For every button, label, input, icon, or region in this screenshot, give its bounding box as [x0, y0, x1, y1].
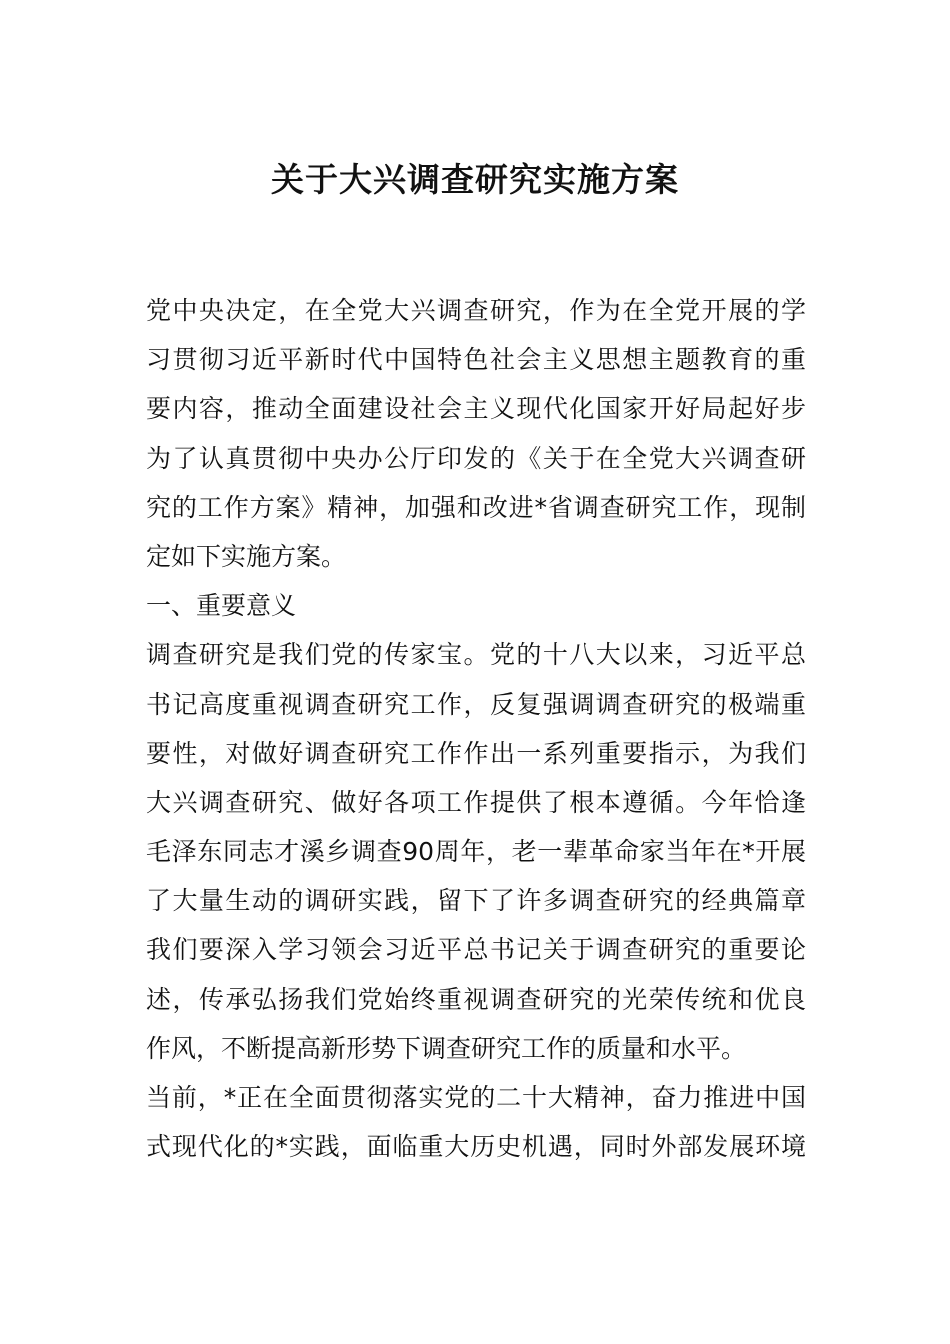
- body-line: 了大量生动的调研实践，留下了许多调查研究的经典篇章: [146, 886, 806, 916]
- body-line: 习贯彻习近平新时代中国特色社会主义思想主题教育的重: [146, 345, 806, 375]
- document-title: 关于大兴调查研究实施方案: [271, 160, 679, 199]
- body-line: 大兴调查研究、做好各项工作提供了根本遵循。今年恰逢: [146, 787, 806, 817]
- body-line: 调查研究是我们党的传家宝。党的十八大以来，习近平总: [146, 640, 806, 670]
- body-line: 党中央决定，在全党大兴调查研究，作为在全党开展的学: [146, 296, 806, 325]
- body-line: 为了认真贯彻中央办公厅印发的《关于在全党大兴调查研: [146, 443, 806, 473]
- body-line: 毛泽东同志才溪乡调查90周年，老一辈革命家当年在*开展: [146, 837, 806, 867]
- body-line: 要性，对做好调查研究工作作出一系列重要指示，为我们: [146, 738, 806, 768]
- body-line: 作风，不断提高新形势下调查研究工作的质量和水平。: [146, 1033, 747, 1063]
- body-line: 式现代化的*实践，面临重大历史机遇，同时外部发展环境: [146, 1132, 806, 1162]
- document-body: [146, 286, 806, 1171]
- body-line: 述，传承弘扬我们党始终重视调查研究的光荣传统和优良: [146, 984, 806, 1014]
- body-line: 要内容，推动全面建设社会主义现代化国家开好局起好步: [146, 394, 806, 424]
- body-line: 究的工作方案》精神，加强和改进*省调查研究工作，现制: [146, 492, 806, 522]
- body-line: 我们要深入学习领会习近平总书记关于调查研究的重要论: [146, 935, 806, 965]
- section-heading: 一、重要意义: [146, 591, 297, 621]
- body-line: 定如下实施方案。: [146, 541, 347, 571]
- body-line: 当前，*正在全面贯彻落实党的二十大精神，奋力推进中国: [146, 1083, 806, 1112]
- body-line: 书记高度重视调查研究工作，反复强调调查研究的极端重: [146, 689, 806, 719]
